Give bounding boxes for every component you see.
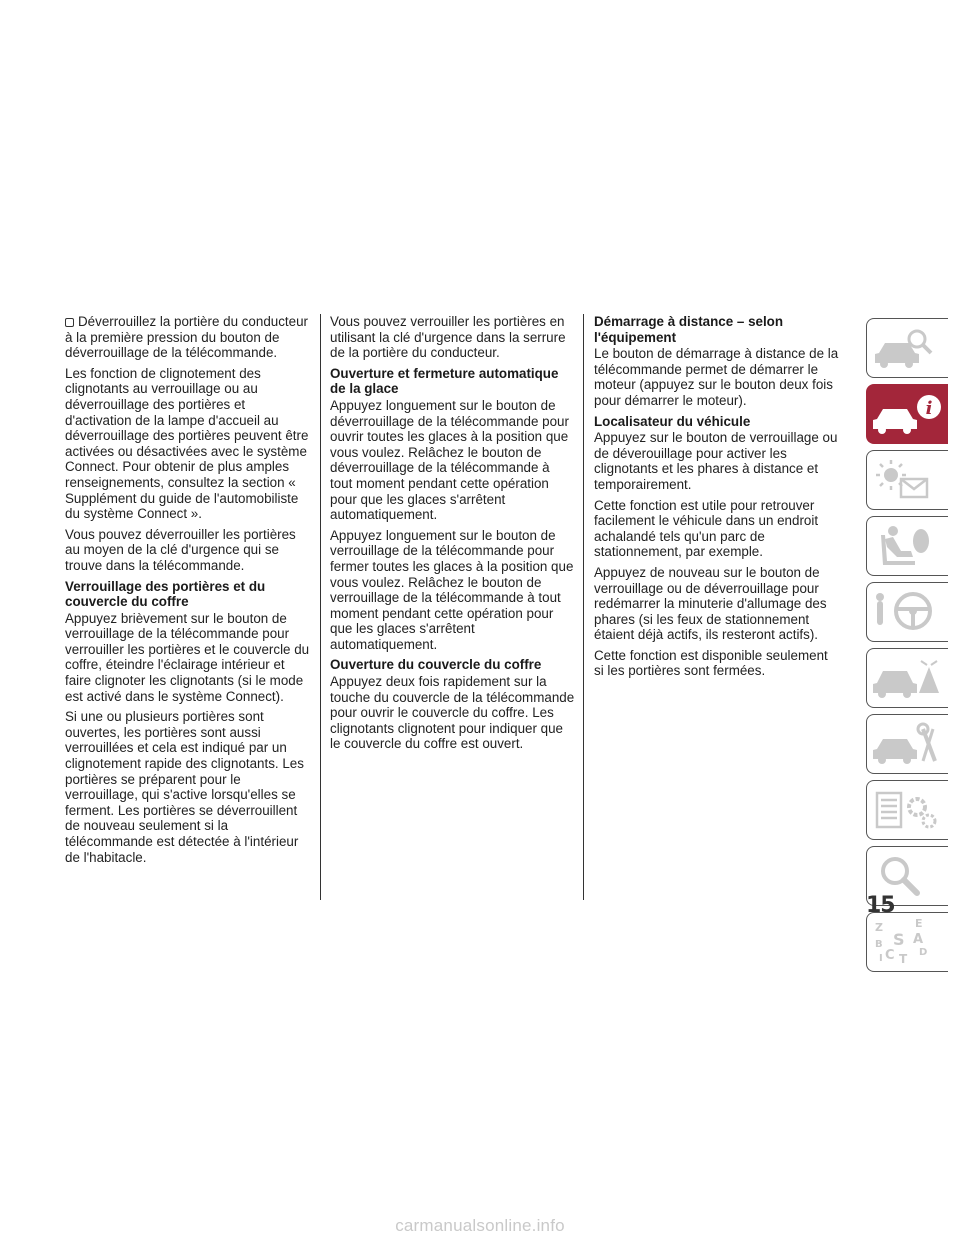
index-letter: I (879, 953, 883, 964)
tab-car-wrench[interactable] (866, 714, 948, 774)
paragraph: Déverrouillez la portière du conducteur à la première pression du bouton de déverrouillage de la télécommande. (65, 314, 308, 361)
watermark: carmanualsonline.info (395, 1216, 565, 1235)
index-letter: T (899, 952, 908, 966)
section-heading: Localisateur du véhicule (594, 413, 751, 429)
column-3 (594, 314, 839, 684)
section-heading: Ouverture du couvercle du coffre (330, 657, 542, 673)
paragraph: Cette fonction est utile pour retrouver facilement le véhicule dans un endroit achalandé tels qu'un parc de stationnement, par exemple. (594, 497, 819, 560)
checkbox-bullet-icon (65, 318, 74, 327)
paragraph: Cette fonction est disponible seulement si les portières sont fermées. (594, 647, 828, 679)
steering-wheel-icon (871, 587, 945, 639)
paragraph: Les fonction de clignotement des clignotants au verrouillage ou au déverrouillage des portières et d'activation de la lampe d'accueil au déverrouillage des portières peuvent être activées ou désactivées avec le système Connect. Pour obtenir de plus amples renseignements, consultez la section « Supplément du guide de l'automobiliste du système Connect ». (65, 365, 309, 522)
tab-car-info[interactable] (866, 384, 948, 444)
paragraph: Appuyez sur le bouton de verrouillage ou de déverouillage pour activer les clignotants et les phares à distance et temporairement. (594, 430, 838, 492)
warning-lights-icon (871, 455, 945, 507)
tab-specs[interactable] (866, 780, 948, 840)
index-letter: C (885, 948, 895, 963)
section-heading: Ouverture et fermeture automatique de la glace (330, 365, 559, 397)
car-wrench-icon (871, 719, 945, 771)
column-2 (330, 314, 575, 757)
tab-car-crash[interactable] (866, 648, 948, 708)
paragraph: Appuyez deux fois rapidement sur la touche du couvercle de la télécommande pour ouvrir le couvercle du coffre. Les clignotants clignotent pour indiquer que le couvercle du coffre est ouvert. (330, 674, 575, 752)
column-1 (65, 314, 310, 870)
tab-seat-airbag[interactable] (866, 516, 948, 576)
paragraph: Si une ou plusieurs portières sont ouvertes, les portières sont aussi verrouillées et cela est indiqué par un clignotement rapide des clignotants. Les portières se préparent pour le verrouillage, qui s'active lorsqu'elles se ferment. Les portières se déverrouillent de nouveau seulement si la télécommande est détectée à l'intérieur de l'habitacle. (65, 709, 304, 865)
column-divider (583, 314, 584, 900)
paragraph: Vous pouvez déverrouiller les portières au moyen de la clé d'urgence qui se trouve dans la télécommande. (65, 526, 296, 573)
index-letter: A (913, 932, 924, 947)
paragraph: Appuyez longuement sur le bouton de déverrouillage de la télécommande pour ouvrir toutes les glaces à la position que vous voulez. Relâchez le bouton de déverrouillage de la télécommande à tout moment pendant cette opération pour que les glaces s'arrêtent automatiquement. (330, 397, 569, 523)
index-letter: Z (875, 921, 883, 934)
index-letter: E (915, 917, 923, 930)
index-letter: B (875, 939, 883, 950)
tab-car-search[interactable] (866, 318, 948, 378)
car-crash-icon (871, 653, 945, 705)
index-letter: D (919, 947, 928, 958)
section-heading: Verrouillage des portières et du couvercle du coffre (65, 578, 266, 610)
tab-warning-lights[interactable] (866, 450, 948, 510)
specs-gear-icon (871, 785, 945, 837)
paragraph: Le bouton de démarrage à distance de la télécommande permet de démarrer le moteur (appuyez sur le bouton deux fois pour démarrer le moteur). (594, 346, 839, 408)
alphabet-index-icon (871, 917, 945, 969)
chapter-tabs (866, 318, 948, 978)
paragraph: Appuyez longuement sur le bouton de verrouillage de la télécommande pour fermer toutes les glaces à la position que vous voulez. Relâchez le bouton de verrouillage de la télécommande à tout moment pendant cette opération pour que les glaces s'arrêtent automatiquement. (330, 527, 574, 652)
tab-steering-wheel[interactable] (866, 582, 948, 642)
car-info-icon (871, 389, 945, 441)
seat-airbag-icon (871, 521, 945, 573)
car-search-icon (871, 323, 945, 375)
paragraph: Appuyez de nouveau sur le bouton de verrouillage ou de déverrouillage pour redémarrer la minuterie d'allumage des phares (si les feux de stationnement étaient déjà actifs, ils resteront actifs). (594, 564, 827, 643)
column-divider (320, 314, 321, 900)
paragraph: Appuyez brièvement sur le bouton de verrouillage de la télécommande pour verrouiller les portières et le couvercle du coffre, éteindre l'éclairage intérieur et faire clignoter les clignotants (si le mode est activé dans le système Connect). (65, 610, 310, 704)
paragraph: Vous pouvez verrouiller les portières en utilisant la clé d'urgence dans la serrure de la portière du conducteur. (330, 314, 566, 361)
svg-text:i: i (925, 398, 933, 419)
tab-alphabetical-index[interactable] (866, 912, 948, 972)
section-heading: Démarrage à distance – selon l'équipement (594, 314, 784, 345)
index-letter: S (893, 930, 905, 949)
page-number: 15 (866, 893, 895, 918)
